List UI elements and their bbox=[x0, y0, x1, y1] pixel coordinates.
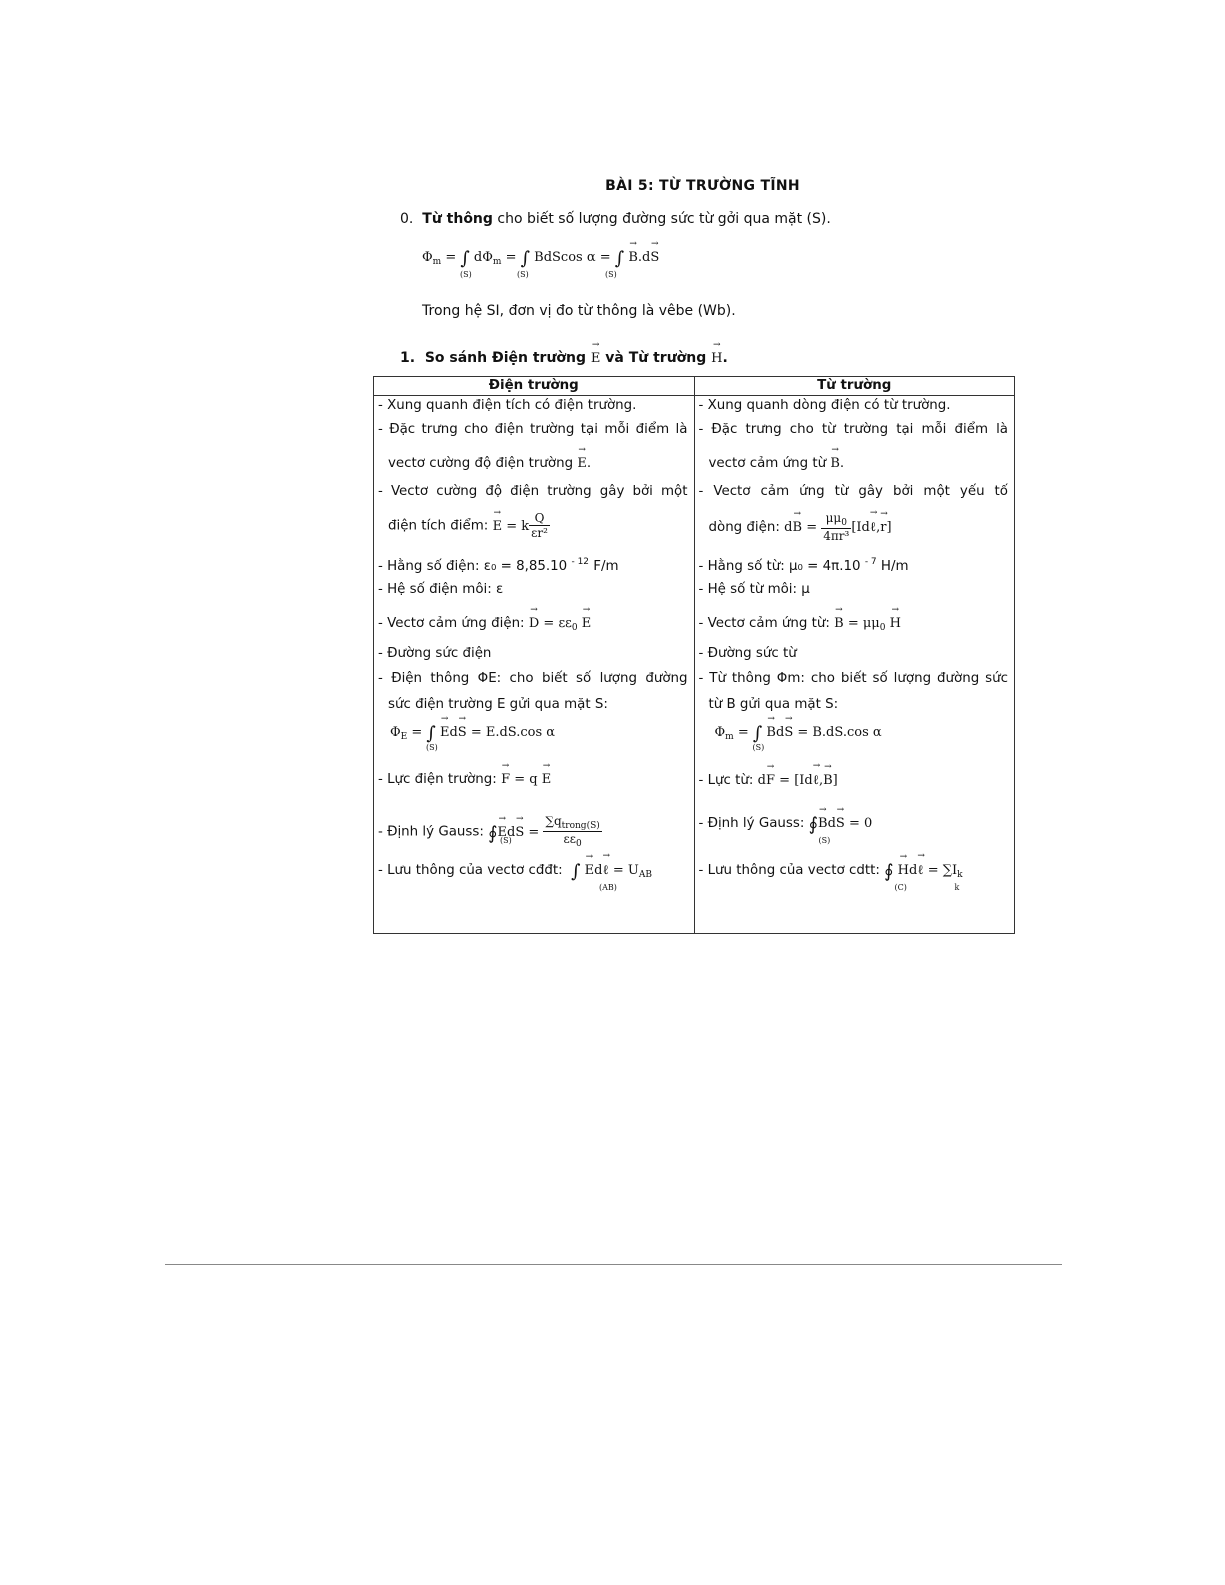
right-r4: - Hằng số từ: μ₀ = 4π.10 $^{- 7}$ H/m bbox=[698, 557, 909, 574]
right-r10: - Định lý Gauss: ∮→ Bd→ S = 0 bbox=[699, 814, 873, 835]
left-r4: - Hằng số điện: ε₀ = 8,85.10 $^{- 12}$ F/m bbox=[378, 557, 619, 574]
right-r11: - Lưu thông của vectơ cdtt: ∮ → Hd→ ℓ = $\sum I_k$ bbox=[699, 861, 963, 882]
footer-divider bbox=[165, 1264, 1062, 1265]
flux-formula: $\Phi_m$ = ∫ $d\Phi_m$ = ∫ BdScos α = ∫ → B.d→ S bbox=[422, 248, 659, 269]
right-r1: - Xung quanh dòng điện có từ trường. bbox=[698, 398, 951, 413]
header-magnetic: Từ trường bbox=[694, 377, 1015, 396]
page-title: BÀI 5: TỪ TRƯỜNG TĨNH bbox=[605, 178, 800, 194]
right-r3a: - Vectơ cảm ứng từ gây bởi một yếu tố bbox=[698, 484, 1008, 499]
right-r9: - Lực từ: d→ F = [Id→ ℓ,→ B] bbox=[699, 772, 838, 788]
right-r3b: dòng điện: d→ B = $\frac{\mu\mu_0}{\text{4πr³}}$ [Id→ ℓ,→ r] bbox=[709, 511, 892, 543]
right-r2a: - Đặc trưng cho từ trường tại mỗi điểm là bbox=[698, 422, 1008, 437]
magnetic-column: - Xung quanh dòng điện có từ trường. - Đặc trưng cho từ trường tại mỗi điểm là vectơ cảm ứng từ → B. - Vectơ cảm ứng từ gây bởi một yếu tố dòng điện: d→ B = $\frac{\mu\mu_0}{\text{4πr³}}$ [Id→ ℓ,→ r] - Hằng số từ: μ₀ = 4π.10 $^{- 7}$ H/m - Hệ số từ môi: μ - Vectơ cảm ứng từ: → $B = \mu\mu_0 \to H$ - Đường sức từ - Từ thông Φm: cho biết số lượng đường sức từ B gửi qua mặt S: $\Phi_m$ = ∫ → Bd→ S = B.dS.cos α (S) - Lực từ: d→ F = [Id→ ℓ,→ B] - Định lý Gauss: ∮→ Bd→ S = 0 (S) - Lưu thông của vectơ cdtt: ∮ → Hd→ ℓ = $\sum I_k$ (C) k bbox=[694, 396, 1015, 934]
left-r2b: vectơ cường độ điện trường → E. bbox=[388, 456, 591, 471]
section0-text: cho biết số lượng đường sức từ gởi qua mặt (S). bbox=[497, 211, 831, 227]
right-r8a: - Từ thông Φm: cho biết số lượng đường sức bbox=[698, 671, 1008, 686]
left-r2a: - Đặc trưng cho điện trường tại mỗi điểm là bbox=[378, 422, 688, 437]
left-r7: - Đường sức điện bbox=[378, 646, 492, 661]
right-r7: - Đường sức từ bbox=[698, 646, 797, 661]
section0-line: 0. Từ thông cho biết số lượng đường sức từ gởi qua mặt (S). bbox=[400, 211, 831, 227]
left-flux-formula: $\Phi_E$ = ∫ → Ed→ S = E.dS.cos α bbox=[390, 723, 555, 744]
left-r3a: - Vectơ cường độ điện trường gây bởi một bbox=[378, 484, 688, 499]
right-flux-formula: $\Phi_m$ = ∫ → Bd→ S = B.dS.cos α bbox=[715, 723, 882, 744]
left-r3b: điện tích điểm: → E = k $\frac{Q}{\text{εr²}}$ bbox=[388, 511, 550, 540]
unit-note: Trong hệ SI, đơn vị đo từ thông là vêbe (Wb). bbox=[422, 303, 736, 319]
right-r6: - Vectơ cảm ứng từ: → $B = \mu\mu_0 \to H$ bbox=[699, 616, 901, 633]
left-r1: - Xung quanh điện tích có điện trường. bbox=[378, 398, 637, 413]
left-r8a: - Điện thông ΦE: cho biết số lượng đường bbox=[378, 671, 688, 686]
comparison-table bbox=[373, 376, 1015, 934]
left-r5: - Hệ số điện môi: ε bbox=[378, 582, 504, 597]
right-r8b: từ B gửi qua mặt S: bbox=[708, 697, 839, 712]
left-r9: - Lực điện trường: → F = q → E bbox=[378, 772, 551, 787]
electric-column: - Xung quanh điện tích có điện trường. - Đặc trưng cho điện trường tại mỗi điểm là vectơ cường độ điện trường → E. - Vectơ cường độ điện trường gây bởi một điện tích điểm: → E = k $\frac{Q}{\text{εr²}}$ - Hằng số điện: ε₀ = 8,85.10 $^{- 12}$ F/m - Hệ số điện môi: ε - Vectơ cảm ứng điện: → $D = \varepsilon\varepsilon_0 \to E$ - Đường sức điện - Điện thông ΦE: cho biết số lượng đường sức điện trường E gửi qua mặt S: $\Phi_E$ = ∫ → Ed→ S = E.dS.cos α (S) - Lực điện trường: → F = q → E - Định lý Gauss: ∮→ Ed→ S = $\frac{\sum q_{trong(S)}}{\varepsilon\varepsilon_0}$ (S) - Lưu thông của vectơ cđđt: ∫ → Ed→ ℓ = $U_{AB}$ (AB) bbox=[374, 396, 695, 934]
left-r10: - Định lý Gauss: ∮→ Ed→ S = $\frac{\sum q_{trong(S)}}{\varepsilon\varepsilon_0}$ bbox=[378, 814, 602, 849]
header-electric: Điện trường bbox=[374, 377, 695, 396]
right-r2b: vectơ cảm ứng từ → B. bbox=[709, 456, 845, 471]
section0-bold: Từ thông bbox=[422, 211, 493, 227]
right-r5: - Hệ số từ môi: μ bbox=[698, 582, 810, 597]
left-r6: - Vectơ cảm ứng điện: → $D = \varepsilon\varepsilon_0 \to E$ bbox=[378, 616, 591, 633]
left-r8b: sức điện trường E gửi qua mặt S: bbox=[388, 697, 608, 712]
section1-heading: 1. So sánh Điện trường → E và Từ trường → H. bbox=[400, 350, 728, 366]
left-r11: - Lưu thông của vectơ cđđt: ∫ → Ed→ ℓ = $U_{AB}$ bbox=[378, 861, 652, 882]
